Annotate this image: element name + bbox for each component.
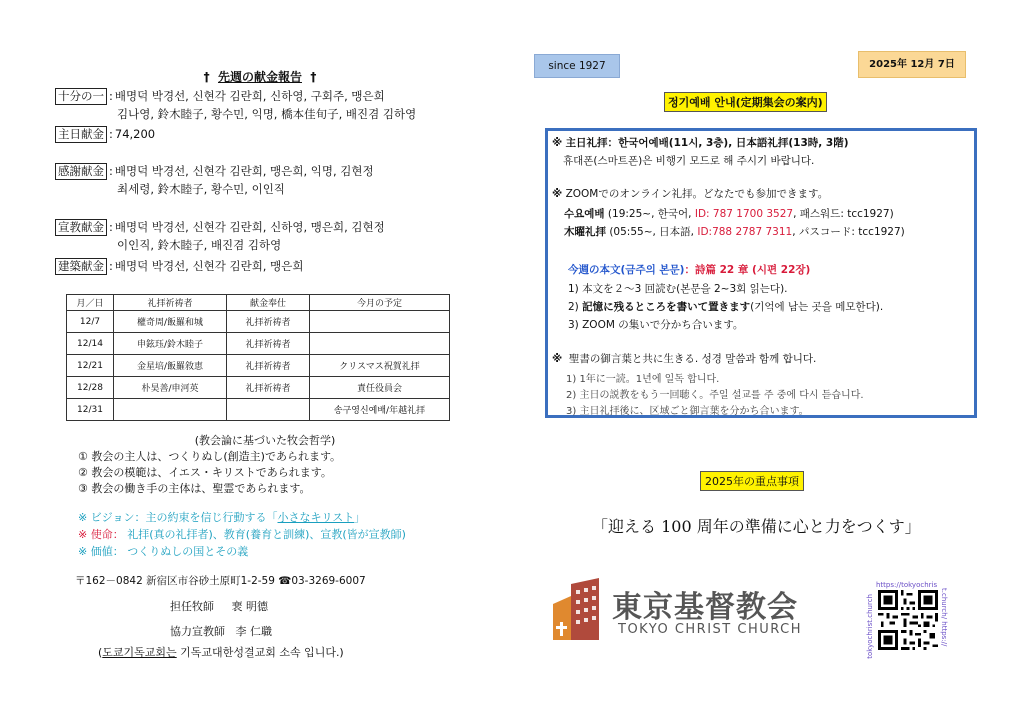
col-offering-service: 献金奉仕 [227,295,310,311]
table-row [67,399,450,421]
since-badge: since 1927 [534,54,620,78]
cell-offering: 礼拝祈祷者 [227,377,310,399]
thursday-label: 木曜礼拝 [564,226,606,238]
vision-prefix: ※ ビジョン：主の約束を信じ行動する「 [78,511,278,524]
philosophy-item-3: ③ 教会の働き手の主体は、聖霊であられます。 [78,482,311,495]
affiliation-rest: 기독교대한성결교회 소속 입니다.) [176,646,344,659]
cell-plan [310,311,450,333]
tithe-names-1: 배명덕 박경선, 신현각 김란희, 신하영, 구회주, 맹은희 [114,89,385,103]
phone-note: 휴대폰(스마트폰)은 비행기 모드로 해 주시기 바랍니다. [563,155,815,167]
vision-emphasis: 小さなキリスト [277,511,355,524]
cell-prayer [114,399,227,421]
table-row [67,355,450,377]
values-line: ※ 価値： つくりぬしの国とその義 [78,545,249,558]
mission-text: 礼拝(真の礼拝者)、教育(養育と訓練)、宣教(皆が宣教師) [127,528,406,541]
word-line [552,351,816,366]
cross-mark-left: † [203,70,210,84]
mission-label: ※ 使命： [78,528,124,541]
main-service-text: 한국어예배(11시, 3층), 日本語礼拝(13時, 3階) [618,137,849,149]
scripture-step-2 [568,299,883,314]
col-plan: 今月の予定 [310,295,450,311]
cell-offering: 礼拝祈祷者 [227,333,310,355]
cell-date: 12/31 [67,399,114,421]
scripture-line [568,262,810,277]
thursday-line [564,224,905,239]
offering-title-text: 先週の献金報告 [217,70,302,84]
priority-title: 2025年の重点事項 [700,471,804,491]
word-text: 聖書の御言葉と共に生きる. 성경 말씀과 함께 합니다. [568,353,817,365]
word-item-3: 3) 主日礼拝後に、区域ごと御言葉を分かち合います。 [566,406,809,417]
mission-names-1: 배명덕 박경선, 신현각 김란희, 신하영, 맹은희, 김현정 [114,220,385,234]
table-row [67,311,450,333]
cell-prayer: 朴昊善/申河英 [114,377,227,399]
cell-offering [227,399,310,421]
step2-emph: 記憶に残るところを書いて置きます [582,301,751,313]
word-item-2: 2) 主日の説教をもう一回聴く。주일 설교를 주 중에 다시 듣습니다. [566,390,864,401]
table-row [67,377,450,399]
note-mark: ※ [552,137,563,149]
mission-offering-label: 宣教献金 [55,219,107,236]
cell-prayer: 權奇周/飯羅和城 [114,311,227,333]
associate-name: 李 仁職 [235,625,272,638]
schedule-table [66,294,450,421]
schedule-header-row [67,295,450,311]
affiliation-line [98,644,344,660]
qr-url-left: tokyochrist.church [866,594,874,659]
step2-num: 2) [568,301,583,313]
cell-plan: クリスマス祝賀礼拝 [310,355,450,377]
tithe-row: 十分の一 : 배명덕 박경선, 신현각 김란희, 신하영, 구회주, 맹은희 [55,86,385,106]
zoom-text: ZOOMでのオンライン礼拝。どなたでも参加できます。 [565,188,829,200]
note-mark: ※ [552,353,563,365]
qr-url-right: t.church/ https:// [940,588,948,647]
pastor-label: 担任牧師 [170,600,214,613]
cell-offering: 礼拝祈祷者 [227,355,310,377]
wednesday-line [564,206,894,221]
vision-line [78,509,365,525]
thursday-zoom-id: ID:788 2787 7311 [697,226,793,238]
cell-plan: 責任役員会 [310,377,450,399]
cell-date: 12/7 [67,311,114,333]
affiliation-open: ( [98,646,103,659]
thursday-text: (05:55~, 日本語, [606,226,698,238]
cell-prayer: 金星培/飯羅敘恵 [114,355,227,377]
qr-url-top: https://tokyochris [876,581,938,589]
thanks-offering-row: 感謝献金 : 배명덕 박경선, 신현각 김란희, 맹은희, 익명, 김현정 [55,161,374,181]
church-address: 〒162－0842 新宿区市谷砂土原町1-2-59 ☎03-3269-6007 [75,575,366,587]
cell-offering: 礼拝祈祷者 [227,311,310,333]
thanks-names-2: 최세령, 鈴木睦子, 황수민, 이인직 [117,182,285,196]
word-item-1: 1) 1年に一読。1년에 일독 합니다. [566,374,720,385]
col-date: 月／日 [67,295,114,311]
sunday-offering-label: 主日献金 [55,126,107,143]
cell-plan: 송구영신예배/年越礼拝 [310,399,450,421]
philosophy-item-1: ① 教会の主人は、つくりぬし(創造主)であられます。 [78,450,342,463]
cell-date: 12/28 [67,377,114,399]
thursday-password: , パスコード: tcc1927) [792,226,905,238]
tithe-names-2: 김나영, 鈴木睦子, 황수민, 익명, 橋本佳旬子, 배진겸 김하영 [117,107,417,121]
building-offering-label: 建築献金 [55,258,107,275]
service-guide-title: 정기예배 안내(定期集会の案内) [664,92,827,112]
sunday-offering-value: 74,200 [114,127,156,141]
wednesday-zoom-id: ID: 787 1700 3527 [694,208,794,220]
annual-motto: 「迎える 100 周年の準備に心と力をつくす」 [592,517,921,536]
step2-rest: (기억에 남는 곳을 메모한다). [750,301,884,313]
building-offering-row: 建築献金 : 배명덕 박경선, 신현각 김란희, 맹은희 [55,256,303,276]
philosophy-item-2: ② 教会の模範は、イエス・キリストであられます。 [78,466,332,479]
note-mark: ※ [552,188,563,200]
table-row [67,333,450,355]
qr-code-icon[interactable] [878,590,938,650]
thanks-names-1: 배명덕 박경선, 신현각 김란희, 맹은희, 익명, 김현정 [114,164,374,178]
vision-suffix: 」 [354,511,366,524]
cell-date: 12/21 [67,355,114,377]
church-name-en: TOKYO CHRIST CHURCH [618,622,802,637]
scripture-step-1: 1) 本文を２～3 回読む(본문을 2~3회 읽는다). [568,283,788,295]
affiliation-church: 도쿄기독교회는 [102,646,177,659]
mission-names-2: 이인직, 鈴木睦子, 배진겸 김하영 [117,238,282,252]
scripture-text: ：詩篇 22 章 (시편 22장) [684,264,811,276]
wednesday-text: (19:25~, 한국어, [604,208,695,220]
cell-plan [310,333,450,355]
date-badge: 2025年 12月 7日 [858,51,966,78]
mission-offering-row: 宣教献金 : 배명덕 박경선, 신현각 김란희, 신하영, 맹은희, 김현정 [55,217,385,237]
thanks-offering-label: 感謝献金 [55,163,107,180]
pastor-name: 裵 明德 [231,600,268,613]
wednesday-label: 수요예배 [564,208,605,220]
main-service-label: 主日礼拝： [565,137,619,149]
offering-report-title [170,68,350,85]
main-service-line [552,135,849,150]
sunday-offering-row: 主日献金 : 74,200 [55,124,155,144]
mission-line [78,526,406,542]
building-names-1: 배명덕 박경선, 신현각 김란희, 맹은희 [114,259,304,273]
zoom-line [552,186,828,201]
church-logo-icon [553,578,605,640]
wednesday-password: , 패스워드: tcc1927) [793,208,894,220]
cell-prayer: 申鉉珏/鈴木睦子 [114,333,227,355]
tithe-label: 十分の一 [55,88,107,105]
col-prayer: 礼拝祈祷者 [114,295,227,311]
scripture-label: 今週の本文(금주의 본문) [568,264,685,276]
church-name-jp: 東京基督教会 [612,590,798,625]
pastor-line [170,598,268,614]
associate-label: 協力宣教師 [170,625,225,638]
cell-date: 12/14 [67,333,114,355]
philosophy-title: (教会論に基づいた牧会哲学) [194,434,336,447]
associate-line [170,623,272,639]
scripture-step-3: 3) ZOOM の集いで分かち合います。 [568,319,744,331]
cross-mark-right: † [310,70,317,84]
